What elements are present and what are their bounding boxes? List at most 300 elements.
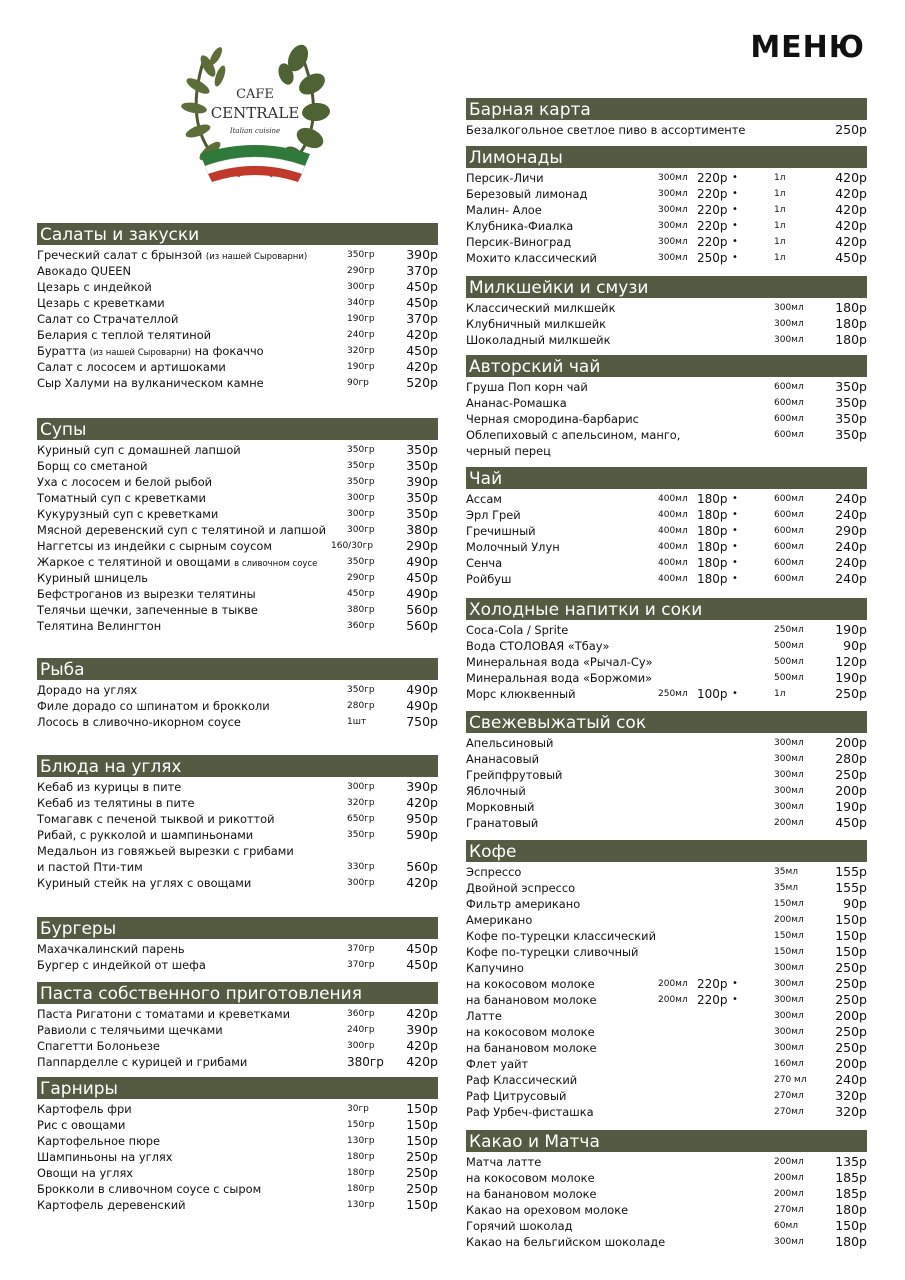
- item-volume: 1л: [774, 221, 786, 231]
- item-name-text: Цезарь с креветками: [37, 296, 165, 310]
- item-price: 150р: [406, 1101, 438, 1116]
- item-volume: 350гр: [347, 477, 375, 487]
- item-price-small: 220р: [697, 187, 728, 201]
- menu-item: [466, 379, 867, 395]
- item-volume: 130гр: [347, 1136, 375, 1146]
- menu-item: [466, 767, 867, 783]
- item-volume: 35мл: [774, 883, 798, 893]
- item-volume-small: 400мл: [658, 494, 688, 504]
- menu-item: [37, 957, 438, 973]
- item-price: 250р: [835, 686, 867, 701]
- item-price: 155р: [835, 880, 867, 895]
- item-name: [37, 1054, 247, 1070]
- item-name: [466, 427, 680, 443]
- item-volume: 600мл: [774, 510, 804, 520]
- item-price: 420р: [406, 1006, 438, 1021]
- item-volume: 300мл: [774, 770, 804, 780]
- item-price: 250р: [835, 960, 867, 975]
- item-name-text: Морс клюквенный: [466, 687, 576, 701]
- item-price: 250р: [835, 122, 867, 137]
- item-name: [37, 375, 264, 391]
- item-name: [37, 490, 206, 506]
- item-price: 200р: [835, 783, 867, 798]
- item-name-text: Гранатовый: [466, 816, 539, 830]
- menu-item: [466, 443, 867, 459]
- item-price: 420р: [406, 1038, 438, 1053]
- item-name: [37, 682, 137, 698]
- item-price: 350р: [835, 411, 867, 426]
- item-price: 520р: [406, 375, 438, 390]
- right-section-4: [466, 355, 867, 459]
- menu-item: [466, 622, 867, 638]
- item-name: [37, 1133, 160, 1149]
- bullet-icon: •: [732, 220, 738, 231]
- item-volume: 1л: [774, 173, 786, 183]
- item-price-small: 220р: [697, 977, 728, 991]
- menu-item: [466, 1024, 867, 1040]
- item-name-text: черный перец: [466, 444, 551, 458]
- item-price: 250р: [835, 767, 867, 782]
- item-price-small: 250р: [697, 251, 728, 265]
- item-name: [37, 1181, 261, 1197]
- item-volume: 600мл: [774, 526, 804, 536]
- item-name: [466, 1202, 628, 1218]
- item-price: 350р: [835, 395, 867, 410]
- item-volume: 200мл: [774, 915, 804, 925]
- menu-item: [466, 1186, 867, 1202]
- item-name-text: Клубничный милкшейк: [466, 317, 607, 331]
- item-price: 950р: [406, 811, 438, 826]
- item-volume: 280гр: [347, 701, 375, 711]
- right-section-2: [466, 146, 867, 266]
- item-volume: 300мл: [774, 1011, 804, 1021]
- menu-item: [37, 1117, 438, 1133]
- menu-item: [37, 327, 438, 343]
- item-name: [37, 279, 152, 295]
- item-name: [466, 783, 526, 799]
- item-name: [37, 795, 195, 811]
- item-name-text: на банановом молоке: [466, 1041, 597, 1055]
- item-name-text: Авокадо QUEEN: [37, 264, 132, 278]
- menu-item: [37, 586, 438, 602]
- menu-item: [466, 218, 867, 234]
- right-section-6: [466, 598, 867, 702]
- item-name-text: Какао на ореховом молоке: [466, 1203, 629, 1217]
- item-name-tail: на фокаччо: [190, 344, 264, 358]
- item-volume: 600мл: [774, 494, 804, 504]
- item-name: [466, 622, 568, 638]
- right-section-1: [466, 98, 867, 138]
- menu-item: [37, 779, 438, 795]
- bullet-icon: •: [732, 252, 738, 263]
- item-price: 240р: [835, 1072, 867, 1087]
- item-name: [466, 896, 580, 912]
- item-name: [466, 670, 652, 686]
- item-price: 350р: [406, 458, 438, 473]
- item-volume: 600мл: [774, 414, 804, 424]
- item-name: [466, 654, 653, 670]
- item-price-small: 180р: [697, 524, 728, 538]
- item-price: 450р: [406, 343, 438, 358]
- item-name: [37, 522, 326, 538]
- item-name: [466, 539, 560, 555]
- section-title: Бургеры: [37, 917, 438, 939]
- menu-item: [466, 395, 867, 411]
- item-name-text: Салат с лососем и артишоками: [37, 360, 226, 374]
- item-price: 290р: [406, 538, 438, 553]
- item-name: [37, 602, 258, 618]
- item-name-text: Телятина Велингтон: [37, 619, 162, 633]
- item-name-text: Бургер с индейкой от шефа: [37, 958, 206, 972]
- item-volume-small: 300мл: [658, 205, 688, 215]
- item-volume-small: 200мл: [658, 995, 688, 1005]
- item-volume-small: 400мл: [658, 526, 688, 536]
- item-price: 150р: [835, 912, 867, 927]
- item-volume: 1л: [774, 253, 786, 263]
- item-name-text: Груша Поп корн чай: [466, 380, 588, 394]
- menu-item: [466, 670, 867, 686]
- item-name: [37, 698, 270, 714]
- item-name: [466, 571, 511, 587]
- item-price: 150р: [406, 1133, 438, 1148]
- item-name-text: Черная смородина-барбарис: [466, 412, 639, 426]
- bullet-icon: •: [732, 493, 738, 504]
- menu-item: [466, 799, 867, 815]
- item-name-text: Паппарделле с курицей и грибами: [37, 1055, 248, 1069]
- item-name-text: на кокосовом молоке: [466, 1171, 595, 1185]
- menu-item: [466, 316, 867, 332]
- menu-item: [37, 359, 438, 375]
- item-volume: 370гр: [347, 960, 375, 970]
- item-name: [466, 751, 539, 767]
- menu-item: [37, 1054, 438, 1070]
- item-price: 185р: [835, 1170, 867, 1185]
- item-price: 190р: [835, 622, 867, 637]
- item-name: [466, 507, 521, 523]
- item-price-small: 220р: [697, 219, 728, 233]
- item-name: [37, 586, 256, 602]
- menu-item: [466, 1234, 867, 1250]
- menu-item: [37, 602, 438, 618]
- left-section-4: [37, 755, 438, 891]
- menu-item: [37, 859, 438, 875]
- item-name-text: Матча латте: [466, 1155, 542, 1169]
- item-volume: 300мл: [774, 963, 804, 973]
- item-name: [466, 316, 606, 332]
- item-volume: 500мл: [774, 657, 804, 667]
- item-name: [466, 1088, 566, 1104]
- item-name-text: Горячий шоколад: [466, 1219, 573, 1233]
- item-name: [466, 1154, 541, 1170]
- item-price: 90р: [843, 896, 867, 911]
- menu-item: [37, 795, 438, 811]
- item-volume: 350гр: [347, 461, 375, 471]
- item-price: 420р: [406, 875, 438, 890]
- item-volume: 650гр: [347, 814, 375, 824]
- item-name: [37, 1006, 290, 1022]
- menu-item: [37, 1006, 438, 1022]
- item-name-text: Картофель деревенский: [37, 1198, 186, 1212]
- item-name-text: Малин- Алое: [466, 203, 542, 217]
- item-name: [37, 811, 275, 827]
- item-volume: 90гр: [347, 378, 369, 388]
- item-name: [466, 202, 542, 218]
- menu-item: [37, 875, 438, 891]
- item-price: 185р: [835, 1186, 867, 1201]
- item-name: [37, 1149, 172, 1165]
- item-price: 240р: [835, 491, 867, 506]
- item-name-text: Раф Урбеч-фисташка: [466, 1105, 594, 1119]
- item-volume: 270мл: [774, 1091, 804, 1101]
- menu-item: [37, 682, 438, 698]
- menu-item: [466, 864, 867, 880]
- left-section-2: [37, 418, 438, 634]
- item-price: 390р: [406, 474, 438, 489]
- item-price: 450р: [406, 941, 438, 956]
- menu-item: [37, 538, 438, 554]
- menu-item: [37, 811, 438, 827]
- menu-item: [466, 1008, 867, 1024]
- item-name-text: Мясной деревенский суп с телятиной и лапшой: [37, 523, 326, 537]
- item-name-text: на банановом молоке: [466, 993, 597, 1007]
- item-name-text: Кофе по-турецки сливочный: [466, 945, 639, 959]
- item-name: [466, 395, 567, 411]
- item-name: [37, 1022, 223, 1038]
- item-name: [466, 411, 639, 427]
- menu-item: [466, 1072, 867, 1088]
- item-price-small: 180р: [697, 508, 728, 522]
- item-volume: 60мл: [774, 1221, 798, 1231]
- menu-item: [37, 343, 438, 359]
- item-price: 150р: [406, 1117, 438, 1132]
- item-name-text: Брокколи в сливочном соусе с сыром: [37, 1182, 262, 1196]
- item-price: 250р: [835, 1024, 867, 1039]
- item-name: [466, 300, 615, 316]
- section-title: Свежевыжатый сок: [466, 711, 867, 733]
- section-title: Кофе: [466, 840, 867, 862]
- item-price: 250р: [835, 1040, 867, 1055]
- menu-item: [466, 960, 867, 976]
- bullet-icon: •: [732, 978, 738, 989]
- item-name: [466, 332, 610, 348]
- item-note: в сливочном соусе: [234, 559, 318, 569]
- menu-item: [466, 571, 867, 587]
- item-price: 180р: [835, 1234, 867, 1249]
- item-name: [466, 555, 502, 571]
- item-volume: 450гр: [347, 589, 375, 599]
- item-volume-small: 300мл: [658, 189, 688, 199]
- menu-item: [37, 311, 438, 327]
- item-volume: 270мл: [774, 1107, 804, 1117]
- item-name: [37, 570, 148, 586]
- item-volume: 340гр: [347, 298, 375, 308]
- item-volume: 300мл: [774, 1043, 804, 1053]
- item-volume: 160мл: [774, 1059, 804, 1069]
- item-price: 240р: [835, 507, 867, 522]
- item-name-text: Кукурузный суп с креветками: [37, 507, 219, 521]
- item-name: [466, 1040, 597, 1056]
- item-volume: 270мл: [774, 1205, 804, 1215]
- item-volume: 150мл: [774, 931, 804, 941]
- section-title: Авторский чай: [466, 355, 867, 377]
- item-volume: 380гр: [347, 605, 375, 615]
- menu-item: [466, 638, 867, 654]
- item-volume-small: 400мл: [658, 510, 688, 520]
- item-volume: 300гр: [347, 493, 375, 503]
- item-name: [466, 1170, 595, 1186]
- item-price: 240р: [835, 571, 867, 586]
- item-price: 380р: [406, 522, 438, 537]
- item-price: 450р: [835, 250, 867, 265]
- item-volume-small: 200мл: [658, 979, 688, 989]
- bullet-icon: •: [732, 236, 738, 247]
- item-price: 200р: [835, 1008, 867, 1023]
- item-volume: 300мл: [774, 754, 804, 764]
- bullet-icon: •: [732, 688, 738, 699]
- menu-item: [37, 1133, 438, 1149]
- item-volume: 380гр: [347, 1055, 384, 1069]
- item-price: 390р: [406, 247, 438, 262]
- right-section-8: [466, 840, 867, 1120]
- item-volume-small: 400мл: [658, 574, 688, 584]
- item-name-text: Греческий салат с брынзой: [37, 248, 203, 262]
- item-volume: 30гр: [347, 1104, 369, 1114]
- item-name-text: Фильтр американо: [466, 897, 581, 911]
- item-name: [37, 859, 143, 875]
- menu-item: [466, 1202, 867, 1218]
- left-section-1: [37, 223, 438, 391]
- menu-item: [466, 1088, 867, 1104]
- item-volume: 1л: [774, 689, 786, 699]
- item-volume: 300мл: [774, 1237, 804, 1247]
- item-name-text: Яблочный: [466, 784, 526, 798]
- item-price: 490р: [406, 698, 438, 713]
- section-title: Барная карта: [466, 98, 867, 120]
- item-note: (из нашей Сыроварни): [89, 348, 191, 358]
- item-price: 450р: [406, 570, 438, 585]
- item-name: [466, 1024, 595, 1040]
- item-volume: 1л: [774, 189, 786, 199]
- menu-item: [37, 1022, 438, 1038]
- item-volume: 300гр: [347, 525, 375, 535]
- menu-item: [466, 1104, 867, 1120]
- menu-item: [466, 539, 867, 555]
- menu-item: [37, 522, 438, 538]
- item-volume: 270 мл: [774, 1075, 807, 1085]
- item-name-text: Уха с лососем и белой рыбой: [37, 475, 213, 489]
- item-price: 590р: [406, 827, 438, 842]
- item-name-text: Кофе по-турецки классический: [466, 929, 656, 943]
- item-price: 150р: [835, 928, 867, 943]
- item-name-text: Томатный суп с креветками: [37, 491, 206, 505]
- cafe-logo: [180, 36, 330, 196]
- item-name: [37, 779, 181, 795]
- item-price-small: 100р: [697, 687, 728, 701]
- item-price: 420р: [835, 234, 867, 249]
- item-name-text: Флет уайт: [466, 1057, 529, 1071]
- item-volume-small: 300мл: [658, 253, 688, 263]
- menu-item: [37, 295, 438, 311]
- bullet-icon: •: [732, 204, 738, 215]
- item-volume: 350гр: [347, 445, 375, 455]
- item-name: [466, 928, 656, 944]
- item-price: 350р: [835, 427, 867, 442]
- item-name: [37, 295, 165, 311]
- item-price-small: 180р: [697, 540, 728, 554]
- svg-text:Italian cuisine: Italian cuisine: [229, 127, 281, 135]
- item-name-text: Картофельное пюре: [37, 1134, 160, 1148]
- item-name-text: Минеральная вода «Рычал-Су»: [466, 655, 653, 669]
- menu-item: [466, 491, 867, 507]
- left-section-3: [37, 658, 438, 730]
- item-price: 420р: [406, 327, 438, 342]
- item-volume: 200мл: [774, 818, 804, 828]
- section-title: Гарниры: [37, 1077, 438, 1099]
- item-name: [37, 458, 148, 474]
- item-name-text: Наггетсы из индейки с сырным соусом: [37, 539, 272, 553]
- item-name: [37, 538, 272, 554]
- item-price-small: 180р: [697, 492, 728, 506]
- item-name: [466, 912, 532, 928]
- item-price: 250р: [406, 1149, 438, 1164]
- item-volume: 300гр: [347, 282, 375, 292]
- item-name: [466, 880, 575, 896]
- item-price-small: 180р: [697, 572, 728, 586]
- item-price: 350р: [406, 490, 438, 505]
- item-volume: 300мл: [774, 303, 804, 313]
- item-volume: 290гр: [347, 266, 375, 276]
- item-name: [37, 1165, 133, 1181]
- item-price: 200р: [835, 735, 867, 750]
- item-name-text: Капучино: [466, 961, 524, 975]
- menu-item: [37, 714, 438, 730]
- section-title: Блюда на углях: [37, 755, 438, 777]
- item-name-text: Раф Цитрусовый: [466, 1089, 567, 1103]
- item-name-text: Гречишный: [466, 524, 536, 538]
- item-price: 240р: [835, 539, 867, 554]
- menu-item: [466, 1154, 867, 1170]
- item-name: [466, 686, 576, 702]
- menu-item: [466, 654, 867, 670]
- item-name-text: Куриный шницель: [37, 571, 148, 585]
- item-name-text: Эрл Грей: [466, 508, 521, 522]
- item-name: [466, 815, 538, 831]
- item-volume: 130гр: [347, 1200, 375, 1210]
- item-name-text: Белария с теплой телятиной: [37, 328, 212, 342]
- item-volume: 180гр: [347, 1184, 375, 1194]
- item-name-text: Рис с овощами: [37, 1118, 126, 1132]
- item-volume-small: 300мл: [658, 237, 688, 247]
- menu-item: [466, 1170, 867, 1186]
- menu-item: [37, 1165, 438, 1181]
- item-volume: 300гр: [347, 878, 375, 888]
- item-volume: 600мл: [774, 398, 804, 408]
- item-price: 180р: [835, 1202, 867, 1217]
- item-name-text: Салат со Страчателлой: [37, 312, 179, 326]
- item-name-text: Минеральная вода «Боржоми»: [466, 671, 653, 685]
- item-name-text: Буратта: [37, 344, 87, 358]
- menu-item: [37, 1038, 438, 1054]
- menu-item: [466, 735, 867, 751]
- menu-item: [37, 843, 438, 859]
- bullet-icon: •: [732, 994, 738, 1005]
- item-name: [37, 1197, 186, 1213]
- item-volume: 290гр: [347, 573, 375, 583]
- item-price: 450р: [406, 957, 438, 972]
- item-volume: 250мл: [774, 625, 804, 635]
- item-name: [466, 1008, 502, 1024]
- item-volume: 180гр: [347, 1168, 375, 1178]
